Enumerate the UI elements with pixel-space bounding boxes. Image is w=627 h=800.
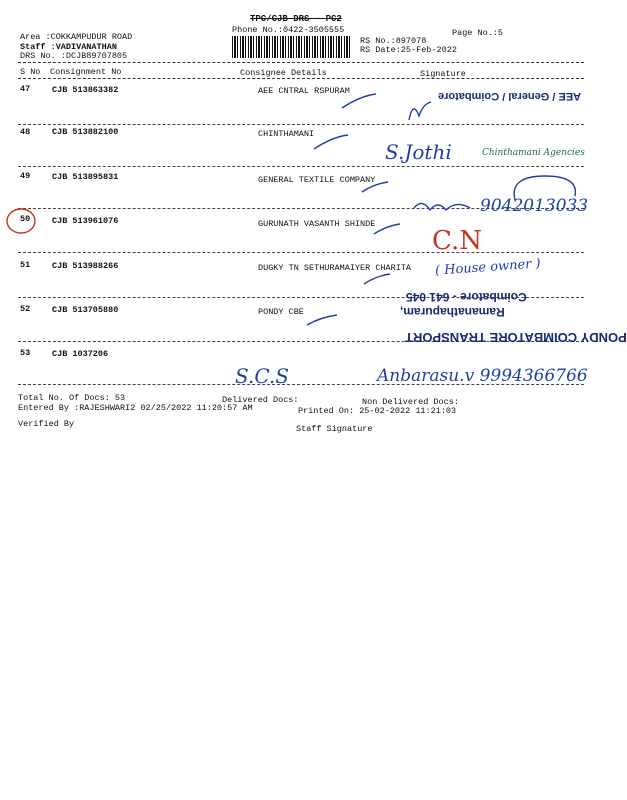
header-separator	[18, 62, 584, 63]
column-sno: S No	[20, 67, 41, 77]
row-consignee: GURUNATH VASANTH SHINDE	[258, 219, 376, 229]
row-sno: 52	[20, 304, 31, 314]
rs-date: RS Date:25-Feb-2022	[360, 45, 457, 55]
row-consignee: PONDY CBE	[258, 307, 304, 317]
verified-by: Verified By	[18, 419, 75, 429]
row-consignee: GENERAL TEXTILE COMPANY	[258, 175, 376, 185]
handwritten-note: ( House owner )	[434, 256, 542, 279]
document-title: TPC/CJB DRS - PC2	[250, 14, 342, 24]
row-consignee: DUGKY TN SETHURAMAIYER CHARITA	[258, 263, 412, 273]
row-sno: 53	[20, 348, 31, 358]
stamp-transport: PONDY COIMBATORE TRANSPORT	[405, 330, 627, 345]
stamp-address-line: Ramanathapuram,	[400, 305, 505, 319]
row-separator	[18, 124, 584, 125]
row-consignment-no: CJB 513705880	[52, 305, 119, 315]
row-sno: 49	[20, 171, 31, 181]
phone-number: Phone No.:0422-3505555	[232, 25, 345, 35]
handwritten-tick	[340, 92, 380, 112]
entered-by: Entered By :RAJESHWARI2 02/25/2022 11:20:57 AM	[18, 403, 253, 413]
handwritten-signature: S.Jothi	[385, 140, 452, 164]
row-consignment-no: CJB 513863382	[52, 85, 119, 95]
row-sno: 47	[20, 84, 31, 94]
row-consignment-no: CJB 513961076	[52, 216, 119, 226]
column-consignment: Consignment No	[50, 67, 122, 77]
handwritten-tick	[305, 313, 339, 329]
handwritten-signature: S.C.S	[235, 364, 289, 388]
column-signature: Signature	[420, 69, 466, 79]
row-separator	[18, 252, 584, 253]
drs-number: DRS No. :DCJB89707805	[20, 51, 128, 61]
handwritten-tick	[372, 222, 402, 238]
row-consignment-no: CJB 513895831	[52, 172, 119, 182]
row-sno: 48	[20, 127, 31, 137]
red-circle-mark	[4, 206, 38, 236]
staff-signature: Staff Signature	[296, 424, 373, 434]
row-consignment-no: CJB 1037206	[52, 349, 109, 359]
total-docs: Total No. Of Docs: 53	[18, 393, 126, 403]
column-consignee: Consignee Details	[240, 68, 327, 78]
handwritten-tick	[362, 272, 392, 288]
row-separator	[18, 166, 584, 167]
barcode	[232, 36, 350, 58]
column-header-separator	[18, 78, 584, 79]
row-sno: 50	[20, 214, 31, 224]
handwritten-name-phone: Anbarasu.v 9994366766	[377, 366, 588, 386]
row-consignment-no: CJB 513988266	[52, 261, 119, 271]
row-consignee: CHINTHAMANI	[258, 129, 315, 139]
row-sno: 51	[20, 260, 31, 270]
handwritten-stamp-text: Chinthamani Agencies	[482, 148, 585, 158]
delivered-docs: Delivered Docs:	[222, 395, 299, 405]
handwritten-scribble	[405, 98, 435, 124]
handwritten-phone: 9042013033	[480, 196, 589, 216]
area-label: Area :COKKAMPUDUR ROAD	[20, 32, 133, 42]
row-consignment-no: CJB 513882100	[52, 127, 119, 137]
non-delivered-docs: Non Delivered Docs:	[362, 397, 459, 407]
staff-label: Staff :VADIVANATHAN	[20, 42, 117, 52]
handwritten-scribble	[412, 198, 474, 218]
page-number: Page No.:5	[452, 28, 504, 38]
rs-number: RS No.:897078	[360, 36, 427, 46]
printed-on: Printed On: 25-02-2022 11:21:03	[298, 406, 457, 416]
handwritten-initials: C.N	[432, 226, 482, 256]
row-consignee: AEE CNTRAL RSPURAM	[258, 86, 350, 96]
handwritten-tick	[360, 180, 390, 196]
stamp-aee: AEE / General / Coimbatore	[438, 90, 582, 102]
stamp-address-line: Coimbatore - 641 045	[406, 290, 527, 304]
handwritten-tick	[312, 133, 352, 153]
